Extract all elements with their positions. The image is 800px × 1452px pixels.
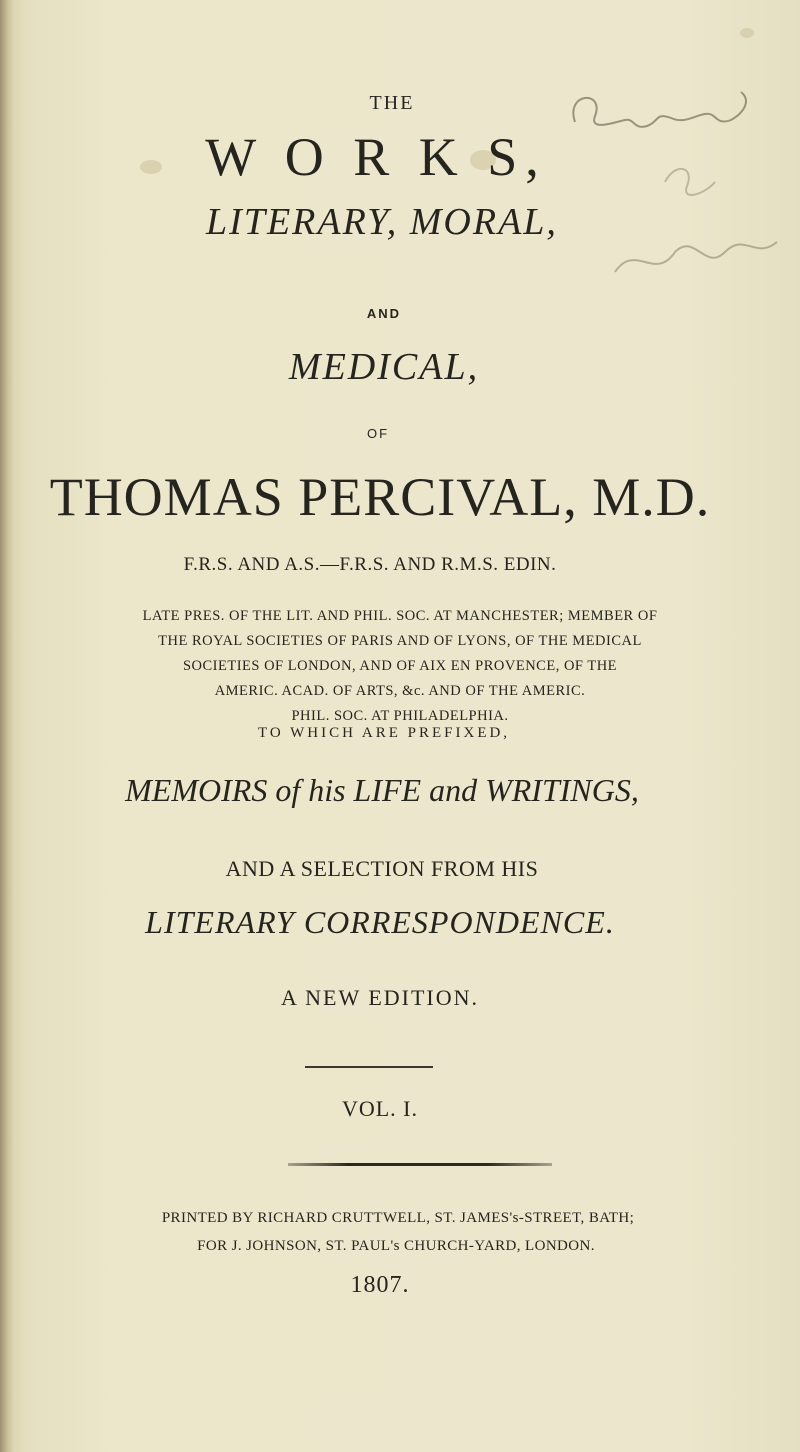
credentials-line: LATE PRES. OF THE LIT. AND PHIL. SOC. AT MANCHESTER; MEMBER OF bbox=[142, 608, 658, 624]
edition-line: A NEW EDITION. bbox=[280, 985, 480, 1010]
heading-works: W O R K S, bbox=[205, 127, 547, 187]
divider-rule bbox=[305, 1066, 433, 1068]
printer-imprint: PRINTED BY RICHARD CRUTTWELL, ST. JAMES's-STREET, BATH; bbox=[161, 1210, 635, 1226]
foxing-spot bbox=[740, 28, 754, 38]
author-name: THOMAS PERCIVAL, M.D. bbox=[49, 467, 711, 527]
correspondence-title: LITERARY CORRESPONDENCE. bbox=[145, 904, 615, 940]
author-credentials bbox=[100, 604, 700, 729]
heading-and: AND bbox=[366, 306, 402, 321]
publisher-imprint: FOR J. JOHNSON, ST. PAUL's CHURCH-YARD, LONDON. bbox=[197, 1238, 595, 1254]
credentials-line: PHIL. SOC. AT PHILADELPHIA. bbox=[291, 708, 509, 724]
heading-of: OF bbox=[366, 426, 390, 441]
author-societies: F.R.S. AND A.S.—F.R.S. AND R.M.S. EDIN. bbox=[183, 554, 557, 575]
prefixed-line: TO WHICH ARE PREFIXED, bbox=[257, 725, 511, 741]
credentials-line: AMERIC. ACAD. OF ARTS, &c. AND OF THE AMERIC. bbox=[214, 683, 586, 699]
publication-year: 1807. bbox=[350, 1272, 410, 1298]
handwritten-signature bbox=[555, 82, 795, 302]
volume-label: VOL. I. bbox=[341, 1096, 419, 1121]
heading-medical: MEDICAL, bbox=[288, 346, 480, 388]
heading-literary-moral: LITERARY, MORAL, bbox=[206, 201, 558, 243]
selection-line: AND A SELECTION FROM HIS bbox=[225, 856, 539, 881]
credentials-line: THE ROYAL SOCIETIES OF PARIS AND OF LYONS, OF THE MEDICAL bbox=[158, 633, 642, 649]
heading-the: THE bbox=[369, 92, 415, 114]
memoirs-title: MEMOIRS of his LIFE and WRITINGS, bbox=[125, 772, 639, 808]
credentials-line: SOCIETIES OF LONDON, AND OF AIX EN PROVENCE, OF THE bbox=[182, 658, 618, 674]
ornamental-rule bbox=[288, 1163, 552, 1166]
